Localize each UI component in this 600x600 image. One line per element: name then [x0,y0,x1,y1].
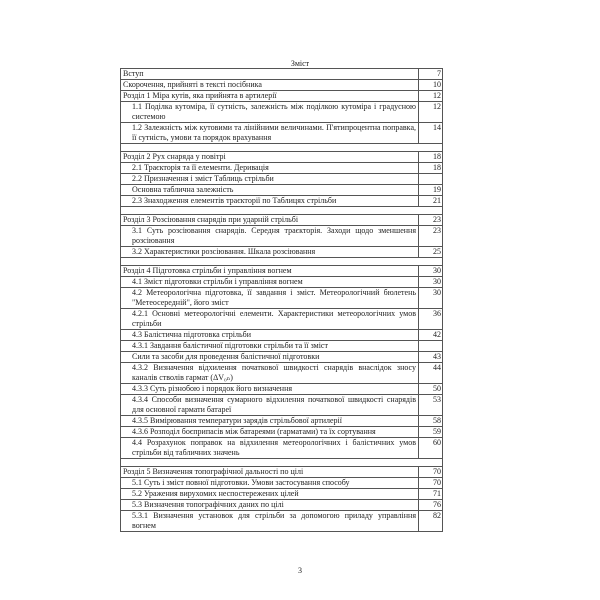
toc-entry-title: 4.3.2 Визначення відхилення початкової швидкості снарядів внаслідок зносу каналів стволів гармат (ΔV₀ₙ) [132,363,416,382]
table-of-contents [120,68,443,532]
toc-entry-page: 30 [419,277,443,288]
toc-entry-page: 12 [419,91,443,102]
toc-section-row [121,266,443,277]
toc-entry-page: 12 [419,102,443,123]
toc-spacer [121,258,443,266]
toc-subsection-row [121,511,443,532]
toc-subsection-row [121,163,443,174]
toc-subsection-row [121,330,443,341]
toc-subsection-row [121,277,443,288]
toc-entry-page: 71 [419,489,443,500]
toc-entry-page: 7 [419,69,443,80]
toc-subsection-row [121,226,443,247]
toc-entry-page: 53 [419,395,443,416]
toc-entry-page: 19 [419,185,443,196]
toc-entry-page: 30 [419,288,443,309]
toc-spacer [121,144,443,152]
toc-entry-title: 3.1 Суть розсіювання снарядів. Середня траєкторія. Заходи щодо зменшення розсіювання [132,226,416,245]
toc-entry-page: 25 [419,247,443,258]
toc-entry-title: 5.3.1 Визначення установок для стрільби за допомогою приладу управління вогнем [132,511,416,530]
toc-entry-page: 82 [419,511,443,532]
toc-subsection-row [121,352,443,363]
toc-subsection-row [121,341,443,352]
toc-section-row [121,152,443,163]
toc-entry-title: Розділ 1 Міра кутів, яка прийнята в артилерії [123,91,277,100]
toc-entry-page: 50 [419,384,443,395]
toc-subsection-row [121,102,443,123]
toc-section-row [121,91,443,102]
toc-spacer [121,207,443,215]
toc-entry-title: 4.3.6 Розподіл боєприпасів між батареями (гарматами) та їх сортування [132,427,376,436]
toc-entry-title: 1.1 Поділка кутоміра, її сутність, залежність між поділкою кутоміра і градусною системою [132,102,416,121]
toc-entry-title: Розділ 3 Розсіювання снарядів при ударній стрільбі [123,215,299,224]
toc-entry-page: 59 [419,427,443,438]
toc-entry-page [419,174,443,185]
toc-subsection-row [121,427,443,438]
toc-entry-title: Вступ [123,69,144,78]
toc-entry-page: 60 [419,438,443,459]
toc-subsection-row [121,174,443,185]
toc-entry-title: 4.3.1 Завдання балістичної підготовки стрільби та її зміст [132,341,328,350]
toc-entry-title: 2.2 Призначення і зміст Таблиць стрільби [132,174,274,183]
toc-entry-page: 36 [419,309,443,330]
toc-subsection-row [121,196,443,207]
toc-entry-page: 70 [419,467,443,478]
toc-entry-page: 21 [419,196,443,207]
toc-entry-page: 18 [419,163,443,174]
toc-section-row [121,215,443,226]
toc-entry-page: 30 [419,266,443,277]
toc-subsection-row [121,384,443,395]
toc-entry-page: 76 [419,500,443,511]
toc-subsection-row [121,438,443,459]
toc-entry-page: 58 [419,416,443,427]
toc-entry-title: 4.3.5 Вимірювання температури зарядів стрільбової артилерії [132,416,342,425]
toc-entry-title: 5.3 Визначення топографічних даних по цілі [132,500,284,509]
toc-entry-title: 4.3 Балістична підготовка стрільби [132,330,252,339]
toc-entry-title: Розділ 4 Підготовка стрільби і управління вогнем [123,266,292,275]
toc-entry-page: 44 [419,363,443,384]
toc-entry-title: 5.1 Суть і зміст повної підготовки. Умови застосування способу [132,478,350,487]
toc-entry-title: 3.2 Характеристики розсіювання. Шкала розсіювання [132,247,316,256]
toc-subsection-row [121,489,443,500]
toc-entry-title: Скорочення, прийняті в тексті посібника [123,80,262,89]
toc-entry-page: 42 [419,330,443,341]
toc-entry-title: 2.3 Знаходження елементів траєкторії по Таблицях стрільби [132,196,337,205]
toc-entry-title: Розділ 5 Визначення топографічної дальності по цілі [123,467,304,476]
toc-subsection-row [121,363,443,384]
toc-section-row [121,69,443,80]
page-number: 3 [298,566,302,575]
toc-entry-title: 4.1 Зміст підготовки стрільби і управління вогнем [132,277,303,286]
toc-subsection-row [121,500,443,511]
toc-subsection-row [121,185,443,196]
toc-entry-title: 4.3.4 Способи визначення сумарного відхилення початкової швидкості снарядів для основної гармати батареї [132,395,416,414]
toc-entry-title: 4.3.3 Суть різнобою і порядок його визначення [132,384,293,393]
toc-entry-page: 70 [419,478,443,489]
toc-entry-title: Сили та засоби для проведення балістичної підготовки [132,352,320,361]
toc-entry-title: Основна таблична залежність [132,185,234,194]
toc-subsection-row [121,247,443,258]
toc-entry-page: 43 [419,352,443,363]
toc-entry-title: 5.2 Уражения вирухомих неспостережених цілей [132,489,299,498]
toc-entry-title: 2.1 Траєкторія та її елементи. Деривація [132,163,269,172]
toc-entry-title: 4.2.1 Основні метеорологічні елементи. Характеристики метеорологічних умов стрільби [132,309,416,328]
toc-subsection-row [121,416,443,427]
toc-subsection-row [121,395,443,416]
toc-entry-page: 18 [419,152,443,163]
toc-entry-page: 23 [419,226,443,247]
toc-subsection-row [121,309,443,330]
toc-entry-page [419,341,443,352]
toc-subsection-row [121,123,443,144]
toc-entry-title: 4.4 Розрахунок поправок на відхилення метеорологічних і балістичних умов стрільби від табличних значень [132,438,416,457]
toc-entry-title: 1.2 Залежність між кутовими та лінійними величинами. П'ятипроцентна поправка, її сутність, умови та порядок врахування [132,123,416,142]
toc-section-row [121,80,443,91]
page-title: Зміст [290,59,310,68]
toc-entry-page: 10 [419,80,443,91]
toc-subsection-row [121,478,443,489]
toc-section-row [121,467,443,478]
toc-entry-title: Розділ 2 Рух снаряда у повітрі [123,152,226,161]
toc-entry-page: 23 [419,215,443,226]
toc-spacer [121,459,443,467]
toc-entry-page: 14 [419,123,443,144]
toc-subsection-row [121,288,443,309]
toc-entry-title: 4.2 Метеорологічна підготовка, її завдання і зміст. Метеорологічний бюлетень "Метеосередній", його зміст [132,288,416,307]
